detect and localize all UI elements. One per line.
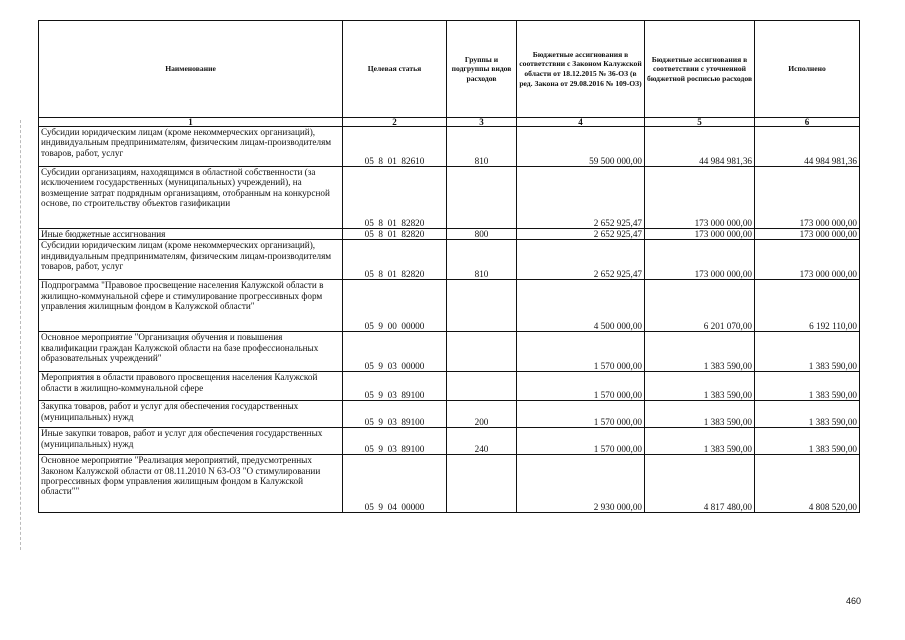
row-name: Субсидии юридическим лицам (кроме некоммерческих организаций), индивидуальным предпринимателям, физическим лицам-производителям товаров, работ, услуг [39,240,343,280]
header-budget-law: Бюджетные ассигнования в соответствии с Законом Калужской области от 18.12.2015 № 36-ОЗ (в ред. Закона от 29.08.2016 № 109-ОЗ) [517,21,645,118]
row-expense-group [447,455,517,513]
row-budget-refined: 173 000 000,00 [645,229,755,240]
row-executed: 44 984 981,36 [755,127,860,167]
header-expense-groups: Группы и подгруппы видов расходов [447,21,517,118]
row-budget-law: 2 930 000,00 [517,455,645,513]
row-budget-law: 2 652 925,47 [517,167,645,229]
row-executed: 173 000 000,00 [755,167,860,229]
column-number: 1 [39,118,343,127]
table-row [39,280,860,332]
scan-edge-line [20,120,21,550]
column-number-row [39,118,860,127]
row-expense-group: 240 [447,428,517,455]
row-target-code: 05 9 03 89100 [343,428,447,455]
column-number: 3 [447,118,517,127]
row-budget-law: 2 652 925,47 [517,229,645,240]
header-row [39,21,860,118]
row-budget-law: 1 570 000,00 [517,372,645,401]
row-target-code: 05 8 01 82820 [343,229,447,240]
row-target-code: 05 9 03 89100 [343,401,447,428]
row-executed: 6 192 110,00 [755,280,860,332]
row-executed: 173 000 000,00 [755,229,860,240]
row-name: Основное мероприятие "Организация обучения и повышения квалификации граждан Калужской области на базе профессиональных образовательных учреждений" [39,332,343,372]
row-executed: 173 000 000,00 [755,240,860,280]
header-executed: Исполнено [755,21,860,118]
column-number: 6 [755,118,860,127]
column-number: 5 [645,118,755,127]
page-number: 460 [846,596,862,606]
row-budget-refined: 4 817 480,00 [645,455,755,513]
row-expense-group: 200 [447,401,517,428]
row-budget-refined: 1 383 590,00 [645,428,755,455]
row-target-code: 05 8 01 82820 [343,167,447,229]
row-budget-refined: 6 201 070,00 [645,280,755,332]
row-name: Субсидии юридическим лицам (кроме некоммерческих организаций), индивидуальным предпринимателям, физическим лицам-производителям товаров, работ, услуг [39,127,343,167]
table-row [39,455,860,513]
row-budget-law: 1 570 000,00 [517,428,645,455]
table-row [39,229,860,240]
table-row [39,401,860,428]
table-row [39,332,860,372]
row-name: Основное мероприятие "Реализация мероприятий, предусмотренных Законом Калужской области от 08.11.2010 N 63-ОЗ "О стимулировании прогрессивных форм управления жилищным фондом в Калужской области"" [39,455,343,513]
row-target-code: 05 9 03 89100 [343,372,447,401]
row-budget-refined: 44 984 981,36 [645,127,755,167]
table-row [39,167,860,229]
row-expense-group [447,280,517,332]
row-budget-refined: 1 383 590,00 [645,372,755,401]
row-executed: 1 383 590,00 [755,332,860,372]
row-expense-group: 810 [447,127,517,167]
column-number: 2 [343,118,447,127]
row-executed: 4 808 520,00 [755,455,860,513]
row-executed: 1 383 590,00 [755,428,860,455]
row-target-code: 05 8 01 82610 [343,127,447,167]
table-row [39,372,860,401]
row-executed: 1 383 590,00 [755,372,860,401]
row-target-code: 05 9 04 00000 [343,455,447,513]
row-budget-law: 1 570 000,00 [517,332,645,372]
table-row [39,428,860,455]
row-budget-law: 59 500 000,00 [517,127,645,167]
header-target-article: Целевая статья [343,21,447,118]
column-number: 4 [517,118,645,127]
row-target-code: 05 9 00 00000 [343,280,447,332]
table-row [39,127,860,167]
row-budget-law: 1 570 000,00 [517,401,645,428]
row-name: Мероприятия в области правового просвещения населения Калужской области в жилищно-коммунальной сфере [39,372,343,401]
row-name: Закупка товаров, работ и услуг для обеспечения государственных (муниципальных) нужд [39,401,343,428]
row-target-code: 05 8 01 82820 [343,240,447,280]
row-name: Подпрограмма "Правовое просвещение населения Калужской области в жилищно-коммунальной сфере и стимулирование прогрессивных форм управления жилищным фондом в Калужской области" [39,280,343,332]
row-budget-law: 4 500 000,00 [517,280,645,332]
row-budget-refined: 173 000 000,00 [645,167,755,229]
row-name: Иные закупки товаров, работ и услуг для обеспечения государственных (муниципальных) нужд [39,428,343,455]
row-executed: 1 383 590,00 [755,401,860,428]
row-expense-group [447,167,517,229]
row-expense-group [447,332,517,372]
row-budget-refined: 1 383 590,00 [645,401,755,428]
row-target-code: 05 9 03 00000 [343,332,447,372]
row-name: Субсидии организациям, находящимся в областной собственности (за исключением государственных (муниципальных) учреждений), на возмещение затрат подрядным организациям, отобранным на конкурсной основе, по строительству объектов газификации [39,167,343,229]
row-budget-refined: 173 000 000,00 [645,240,755,280]
table-row [39,240,860,280]
row-expense-group: 810 [447,240,517,280]
row-expense-group: 800 [447,229,517,240]
row-name: Иные бюджетные ассигнования [39,229,343,240]
budget-table [38,20,860,513]
header-budget-refined: Бюджетные ассигнования в соответствии с уточненной бюджетной росписью расходов [645,21,755,118]
header-name: Наименование [39,21,343,118]
row-budget-law: 2 652 925,47 [517,240,645,280]
row-budget-refined: 1 383 590,00 [645,332,755,372]
row-expense-group [447,372,517,401]
